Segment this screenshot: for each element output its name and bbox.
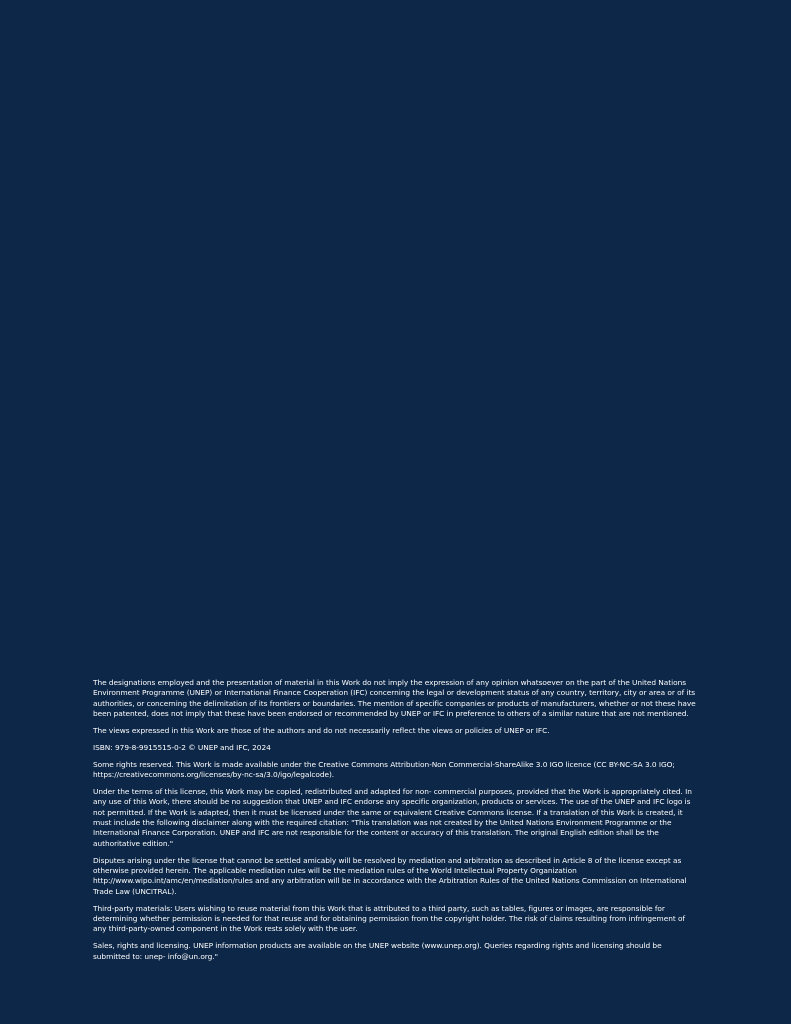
designations-disclaimer: The designations employed and the presentation of material in this Work do not imply the expression of any opinion whatsoever on the part of the United Nations Environment Programme (UNEP) or International Finance Cooperation (IFC) concerning the legal or development status of any country, territory, city or area or of its authorities, or concerning the delimitation of its frontiers or boundaries. The mention of specific companies or products of manufacturers, whether or not these have been patented, does not imply that these have been endorsed or recommended by UNEP or IFC in preference to others of a similar nature that are not mentioned. bbox=[93, 678, 696, 719]
isbn-copyright: ISBN: 979-8-9915515-0-2 © UNEP and IFC, 2024 bbox=[93, 742, 271, 752]
legal-notice-block bbox=[93, 678, 699, 968]
views-disclaimer: The views expressed in this Work are those of the authors and do not necessarily reflect the views or policies of UNEP or IFC. bbox=[93, 726, 550, 736]
disputes-clause: Disputes arising under the license that cannot be settled amicably will be resolved by mediation and arbitration as described in Article 8 of the license except as otherwise provided herein. The applicable mediation rules will be the mediation rules of the World Intellectual Property Organization http://www.wipo.int/amc/en/mediation/rules and any arbitration will be in accordance with the Arbitration Rules of the United Nations Commission on International Trade Law (UNCITRAL). bbox=[93, 855, 687, 896]
license-terms: Under the terms of this license, this Work may be copied, redistributed and adapted for non- commercial purposes, provided that the Work is appropriately cited. In any use of this Work, there should be no suggestion that UNEP and IFC endorse any specific organization, products or services. The use of the UNEP and IFC logo is not permitted. If the Work is adapted, then it must be licensed under the same or equivalent Creative Commons license. If a translation of this Work is created, it must include the following disclaimer along with the required citation: "This translation was not created by the United Nations Environment Programme or the International Finance Corporation. UNEP and IFC are not responsible for the content or accuracy of this translation. The original English edition shall be the authoritative edition." bbox=[93, 786, 692, 848]
sales-rights-licensing: Sales, rights and licensing. UNEP information products are available on the UNEP website (www.unep.org). Queries regarding rights and licensing should be submitted to: unep- info@un.org." bbox=[93, 941, 662, 961]
third-party-materials: Third-party materials: Users wishing to reuse material from this Work that is attributed to a third party, such as tables, figures or images, are responsible for determining whether permission is needed for that reuse and for obtaining permission from the copyright holder. The risk of claims resulting from infringement of any third-party-owned component in the Work rests solely with the user. bbox=[93, 903, 685, 934]
rights-statement: Some rights reserved. This Work is made available under the Creative Commons Attribution-Non Commercial-ShareAlike 3.0 IGO licence (CC BY-NC-SA 3.0 IGO; https://creativecommons.org/licenses/by-nc-sa/3.0/igo/legalcode). bbox=[93, 759, 675, 780]
